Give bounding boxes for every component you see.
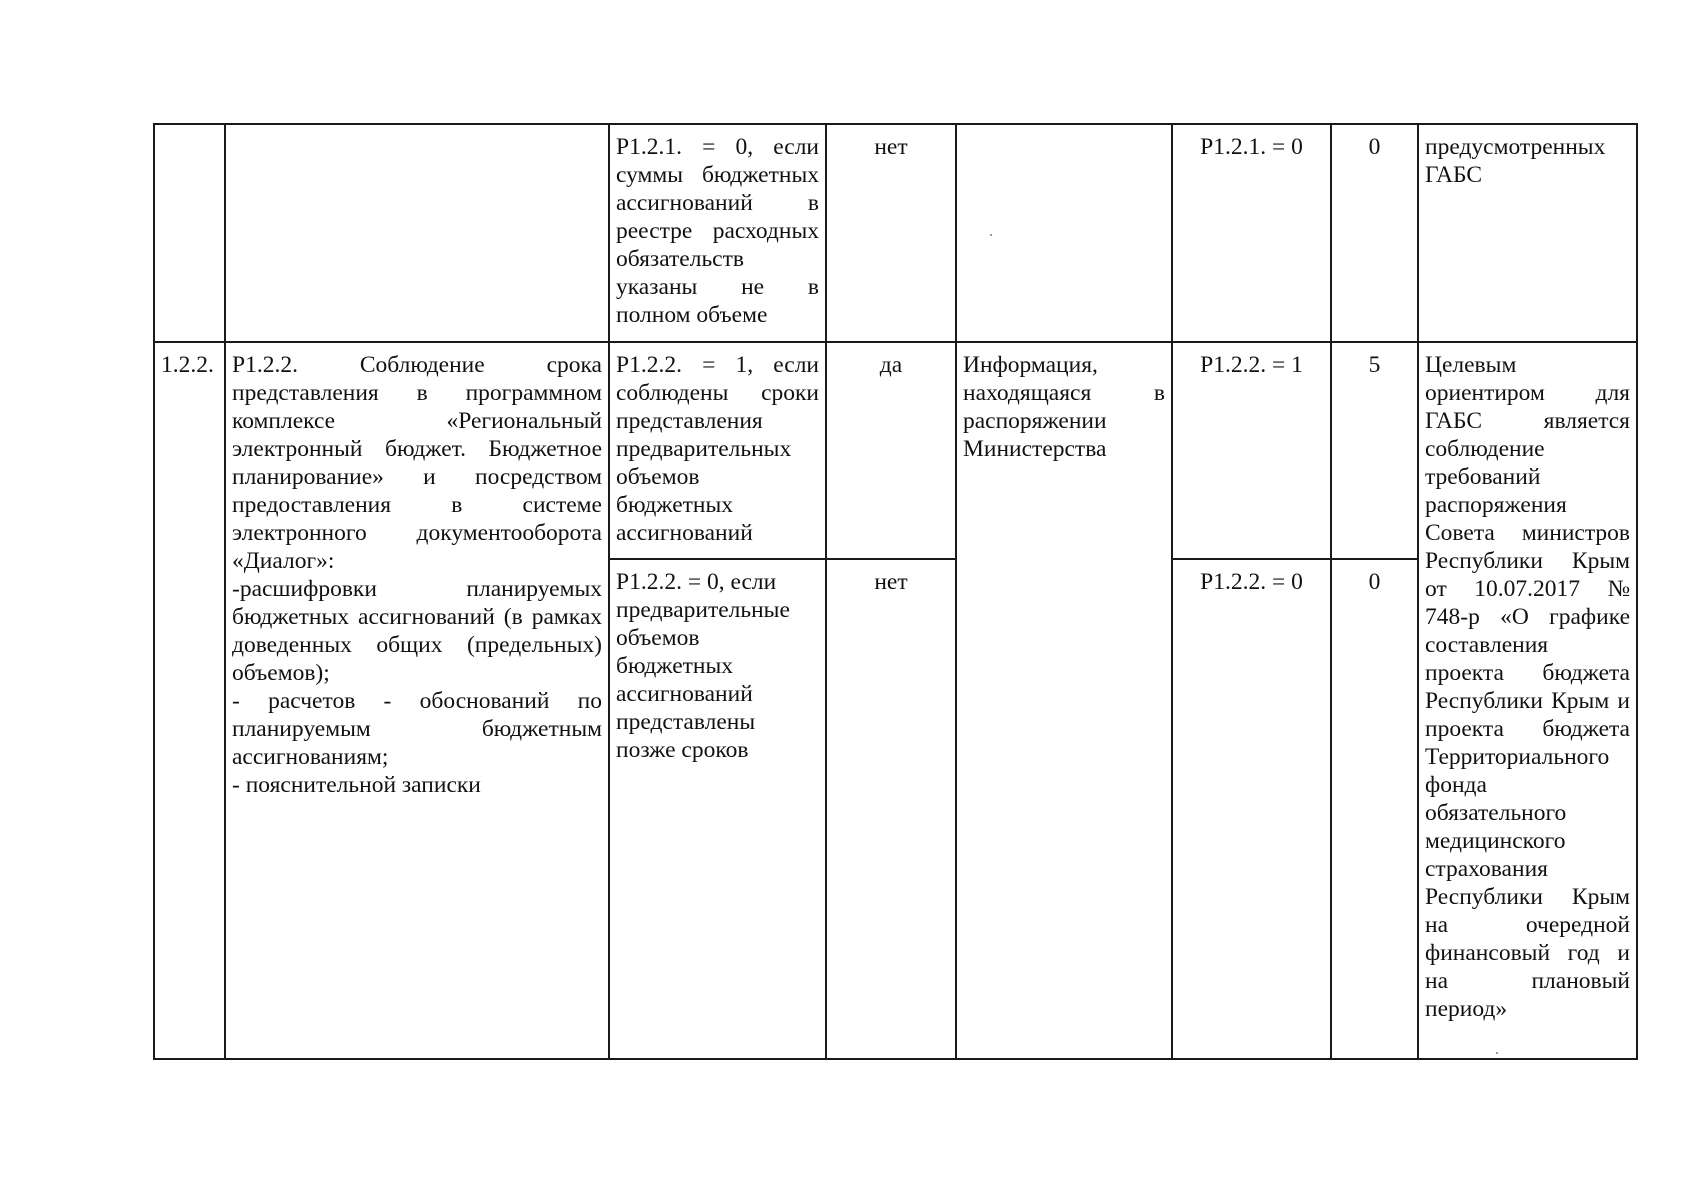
criterion-paragraph: - пояснительной записки xyxy=(232,772,481,798)
cell-answer: да xyxy=(826,342,956,559)
criteria-table xyxy=(153,123,1638,1060)
scan-speck xyxy=(990,234,992,236)
criterion-paragraph: P1.2.2. Соблюдение срока представления в программном комплексе «Региональный электронный бюджет. Бюджетное планирование» и посредством предоставления в системе электронного документооборота «Диалог»: xyxy=(232,352,602,574)
scan-speck xyxy=(1496,1052,1498,1054)
cell-answer: нет xyxy=(826,559,956,1059)
cell-criterion-name xyxy=(225,342,609,1059)
table-row xyxy=(154,124,1637,342)
cell-answer: нет xyxy=(826,124,956,342)
cell-number xyxy=(154,124,225,342)
cell-source xyxy=(956,124,1172,342)
cell-criterion-name xyxy=(225,124,609,342)
cell-number: 1.2.2. xyxy=(154,342,225,1059)
cell-source: Информация, находящаяся в распоряжении Министерства xyxy=(956,342,1172,1059)
cell-condition: P1.2.1. = 0, если суммы бюджетных ассигнований в реестре расходных обязательств указаны не в полном объеме xyxy=(609,124,826,342)
criterion-paragraph: - расчетов - обоснований по планируемым бюджетным ассигнованиям; xyxy=(232,688,602,770)
cell-formula: P1.2.2. = 0 xyxy=(1172,559,1331,1059)
cell-score: 0 xyxy=(1331,124,1418,342)
cell-condition: P1.2.2. = 1, если соблюдены сроки представления предварительных объемов бюджетных ассигнований xyxy=(609,342,826,559)
table-row xyxy=(154,342,1637,559)
cell-formula: P1.2.2. = 1 xyxy=(1172,342,1331,559)
cell-formula: P1.2.1. = 0 xyxy=(1172,124,1331,342)
cell-comment: предусмотренных ГАБС xyxy=(1418,124,1637,342)
criterion-paragraph: -расшифровки планируемых бюджетных ассигнований (в рамках доведенных общих (предельных) объемов); xyxy=(232,576,602,686)
cell-condition: P1.2.2. = 0, если предварительные объемов бюджетных ассигнований представлены позже сроков xyxy=(609,559,826,1059)
cell-score: 0 xyxy=(1331,559,1418,1059)
cell-comment: Целевым ориентиром для ГАБС является соблюдение требований распоряжения Совета министров Республики Крым от 10.07.2017 № 748-р «О графике составления проекта бюджета Республики Крым и проекта бюджета Территориального фонда обязательного медицинского страхования Республики Крым на очередной финансовый год и на плановый период» xyxy=(1418,342,1637,1059)
cell-score: 5 xyxy=(1331,342,1418,559)
